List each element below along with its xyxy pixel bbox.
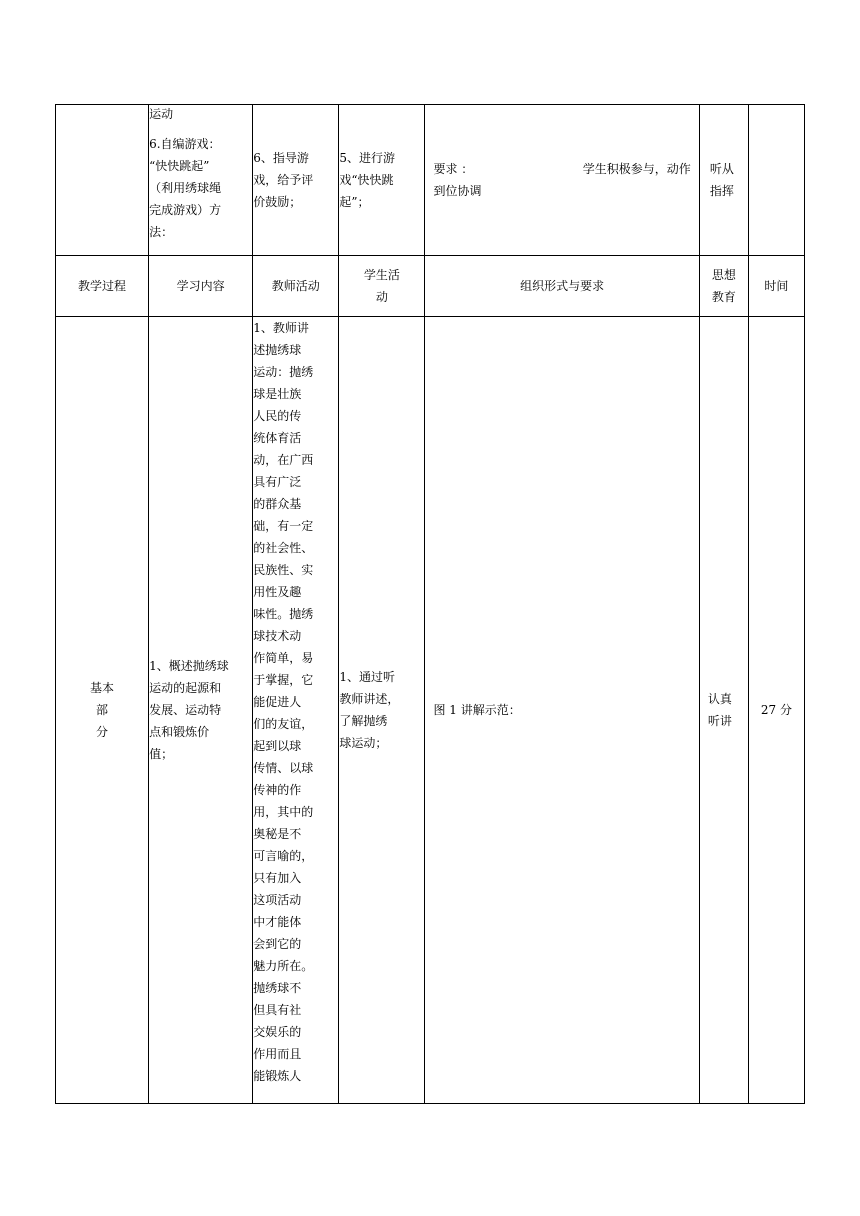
student-activity-cell <box>339 317 425 1104</box>
header-content: 学习内容 <box>149 256 253 317</box>
content-line: （利用绣球绳 <box>149 181 222 195</box>
teacher-line: 起到以球 <box>253 739 302 753</box>
header-organization: 组织形式与要求 <box>425 256 699 317</box>
ideology-line: 指挥 <box>709 184 734 198</box>
content-line: 1、概述抛绣球 <box>149 659 229 673</box>
header-ideology <box>699 256 748 317</box>
teacher-line: 述抛绣球 <box>253 343 302 357</box>
student-line: 教师讲述， <box>339 692 400 706</box>
teacher-line: 价鼓励； <box>253 195 302 209</box>
teacher-line: 球技术动 <box>253 629 302 643</box>
content-line: 法： <box>149 225 174 239</box>
teacher-line: 作简单，易 <box>253 651 314 665</box>
teacher-line: 础，有一定 <box>253 519 314 533</box>
teacher-line: 们的友谊， <box>253 717 314 731</box>
section-cell-empty <box>56 105 149 256</box>
table-header-row <box>56 256 805 317</box>
teacher-line: 1、教师讲 <box>253 321 309 335</box>
organization-cell: 图 1 讲解示范： <box>425 317 699 1104</box>
teacher-line: 奥秘是不 <box>253 827 302 841</box>
ideology-line: 听讲 <box>707 714 732 728</box>
teacher-line: 的群众基 <box>253 497 302 511</box>
ideology-line: 认真 <box>707 692 732 706</box>
time-cell-empty <box>748 105 804 256</box>
teacher-line: 人民的传 <box>253 409 302 423</box>
teacher-activity-cell <box>253 105 339 256</box>
content-line: 完成游戏）方 <box>149 203 222 217</box>
content-cell <box>149 105 253 256</box>
section-line: 分 <box>96 725 109 739</box>
teacher-line: 能促进人 <box>253 695 302 709</box>
section-line: 部 <box>96 703 109 717</box>
content-cell <box>149 317 253 1104</box>
teacher-line: 交娱乐的 <box>253 1025 302 1039</box>
requirement-text-line2: 到位协调 <box>433 184 482 198</box>
header-student-line: 学生活 <box>363 268 400 282</box>
teacher-line: 用性及趣 <box>253 585 302 599</box>
teacher-line: 6、指导游 <box>253 151 309 165</box>
requirement-label: 要求 ： <box>433 162 474 176</box>
teacher-line: 统体育活 <box>253 431 302 445</box>
lesson-plan-table <box>55 104 805 1104</box>
header-student <box>339 256 425 317</box>
student-line: 戏“快快跳 <box>339 173 394 187</box>
teacher-line: 中才能体 <box>253 915 302 929</box>
teacher-line: 作用而且 <box>253 1047 302 1061</box>
teacher-line: 动，在广西 <box>253 453 314 467</box>
teacher-line: 用，其中的 <box>253 805 314 819</box>
content-line: 运动的起源和 <box>149 681 222 695</box>
teacher-line: 魅力所在。 <box>253 959 314 973</box>
teacher-line: 会到它的 <box>253 937 302 951</box>
table-row <box>56 317 805 1104</box>
header-ideology-line: 思想 <box>711 268 736 282</box>
organization-cell <box>425 105 699 256</box>
teacher-line: 民族性、实 <box>253 563 314 577</box>
header-student-line: 动 <box>375 290 388 304</box>
requirement-text: 学生积极参与，动作 <box>582 162 691 176</box>
table-row <box>56 105 805 256</box>
teacher-line: 传情、以球 <box>253 761 314 775</box>
teacher-line: 能锻炼人 <box>253 1069 302 1083</box>
teacher-line: 可言喻的， <box>253 849 314 863</box>
teacher-line: 味性。抛绣 <box>253 607 314 621</box>
student-line: 起”； <box>339 195 370 209</box>
header-teacher: 教师活动 <box>253 256 339 317</box>
teacher-line: 的社会性、 <box>253 541 314 555</box>
ideology-line: 听从 <box>709 162 734 176</box>
student-line: 1、通过听 <box>339 670 395 684</box>
content-line: “快快跳起” <box>149 159 210 173</box>
header-ideology-line: 教育 <box>711 290 736 304</box>
teacher-line: 于掌握，它 <box>253 673 314 687</box>
section-line: 基本 <box>90 681 115 695</box>
content-line: 点和锻炼价 <box>149 725 210 739</box>
teacher-line: 戏，给予评 <box>253 173 314 187</box>
teacher-line: 具有广泛 <box>253 475 302 489</box>
student-line: 了解抛绣 <box>339 714 388 728</box>
teacher-activity-cell <box>253 317 339 1104</box>
teacher-line: 运动：抛绣 <box>253 365 314 379</box>
teacher-line: 传神的作 <box>253 783 302 797</box>
student-activity-cell <box>339 105 425 256</box>
teacher-line: 这项活动 <box>253 893 302 907</box>
content-line: 运动 <box>149 107 174 121</box>
teacher-line: 但具有社 <box>253 1003 302 1017</box>
teacher-line: 球是壮族 <box>253 387 302 401</box>
header-process: 教学过程 <box>56 256 149 317</box>
ideology-cell <box>699 317 748 1104</box>
time-cell: 27 分 <box>748 317 804 1104</box>
content-line: 6.自编游戏： <box>149 137 221 151</box>
content-line: 值； <box>149 747 174 761</box>
teacher-line: 抛绣球不 <box>253 981 302 995</box>
header-time: 时间 <box>748 256 804 317</box>
section-cell <box>56 317 149 1104</box>
ideology-cell <box>699 105 748 256</box>
student-line: 5、进行游 <box>339 151 395 165</box>
content-line: 发展、运动特 <box>149 703 222 717</box>
student-line: 球运动； <box>339 736 388 750</box>
teacher-line: 只有加入 <box>253 871 302 885</box>
